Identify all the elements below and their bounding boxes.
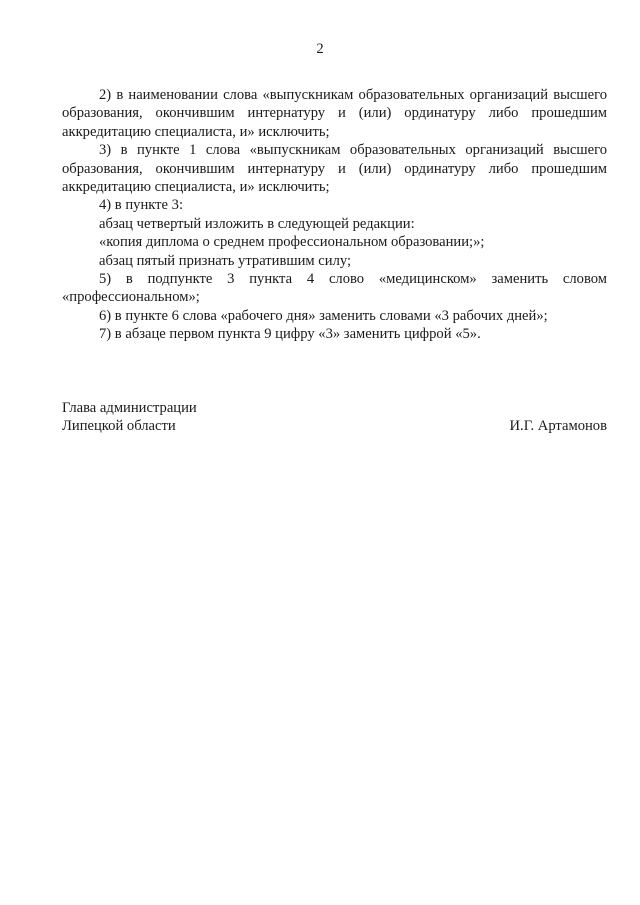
paragraph-item-3: 3) в пункте 1 слова «выпускникам образовательных организаций высшего образования, окончившим интернатуру и (или) ординатуру либо прошедшим аккредитацию специалиста, и» исключить;	[62, 142, 607, 196]
page-number: 2	[316, 41, 324, 57]
signature-position-title: Глава администрации	[62, 400, 197, 416]
signature-position-line2	[62, 417, 607, 435]
signature-position-line1	[62, 399, 607, 417]
document-body	[62, 86, 607, 344]
paragraph-item-4: 4) в пункте 3:	[99, 197, 184, 214]
paragraph-abzac-5: абзац пятый признать утратившим силу;	[99, 252, 352, 269]
paragraph-item-2: 2) в наименовании слова «выпускникам образовательных организаций высшего образования, окончившим интернатуру и (или) ординатуру либо прошедшим аккредитацию специалиста, и» исключить;	[62, 87, 607, 140]
signature-position-region: Липецкой области	[62, 418, 176, 435]
paragraph-diploma-copy: «копия диплома о среднем профессиональном образовании;»;	[99, 234, 485, 251]
paragraph-item-6: 6) в пункте 6 слова «рабочего дня» заменить словами «3 рабочих дней»;	[99, 307, 548, 324]
signature-block	[62, 399, 607, 436]
paragraph-item-7: 7) в абзаце первом пункта 9 цифру «3» заменить цифрой «5».	[99, 326, 481, 343]
paragraph-item-5: 5) в подпункте 3 пункта 4 слово «медицинском» заменить словом «профессиональном»;	[62, 271, 607, 306]
paragraph-abzac-4: абзац четвертый изложить в следующей редакции:	[99, 215, 415, 232]
signature-name: И.Г. Артамонов	[509, 418, 607, 435]
